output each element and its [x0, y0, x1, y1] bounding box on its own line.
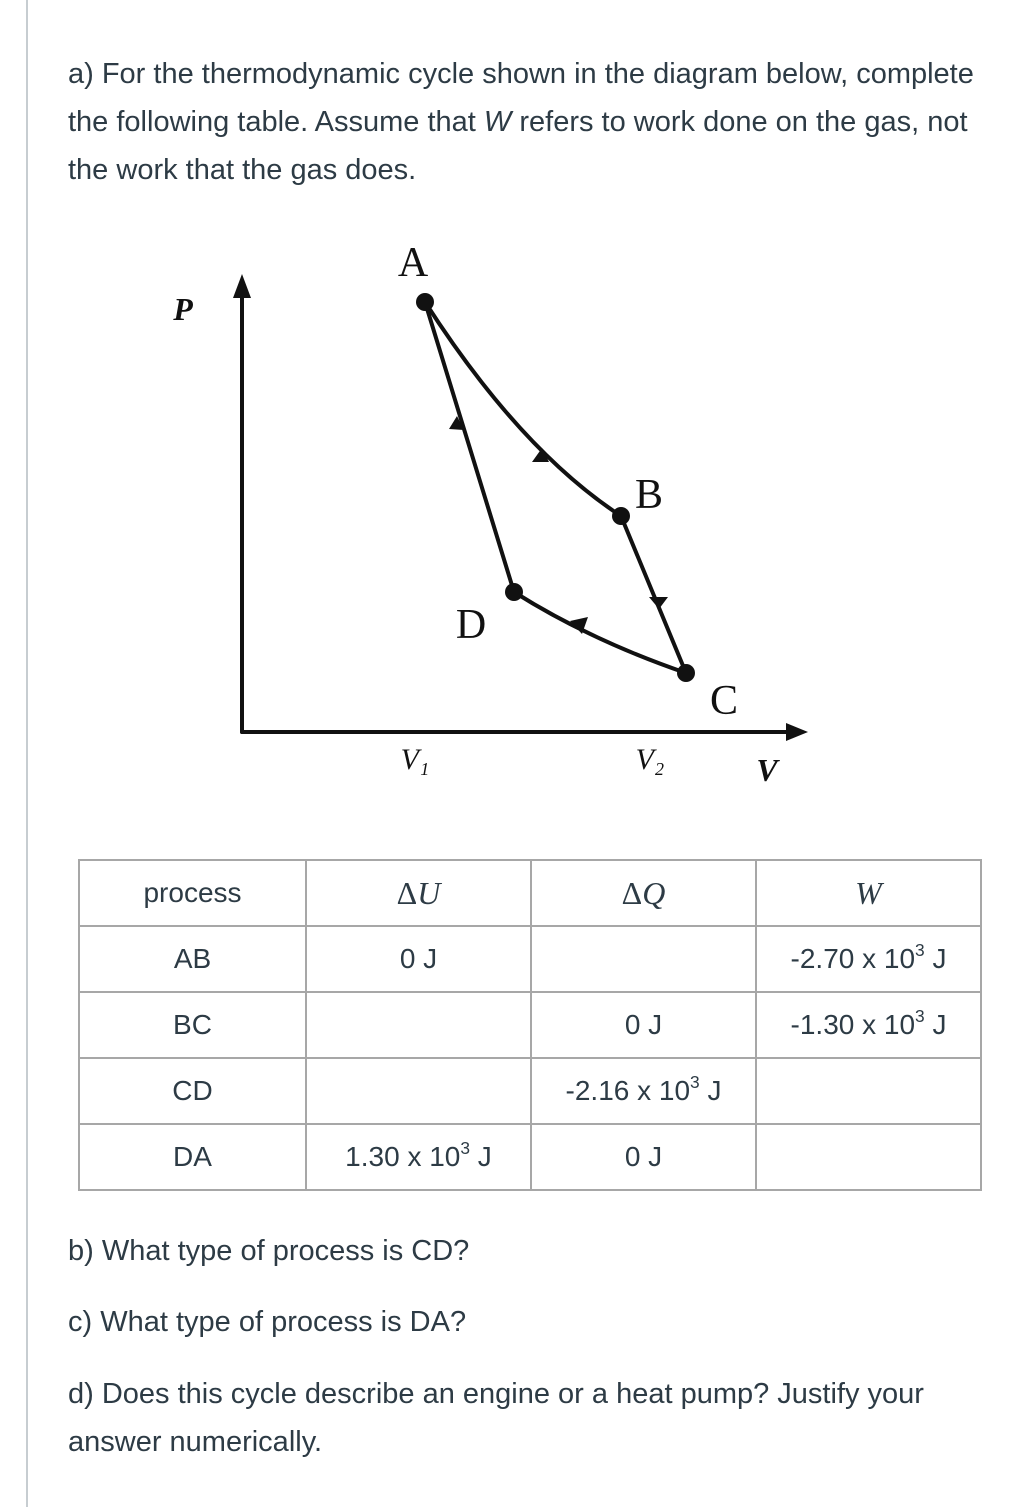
- table-row: [79, 1058, 981, 1124]
- cell-delta-q: 0 J: [531, 992, 756, 1058]
- path-bc: [621, 516, 686, 673]
- path-da: [425, 302, 514, 592]
- label-v2: V₂: [635, 743, 665, 776]
- cell-delta-q: 0 J: [531, 1124, 756, 1190]
- point-a-marker: [416, 293, 434, 311]
- cell-delta-q: [531, 926, 756, 992]
- label-p-axis: P: [173, 291, 193, 327]
- question-a-text: a) For the thermodynamic cycle shown in the diagram below, complete the following table. Assume that W refers to work done on the gas, not the work that the gas does.: [68, 58, 974, 186]
- cell-work: [756, 1058, 981, 1124]
- arrow-bc: [649, 597, 668, 609]
- cell-process: BC: [79, 992, 306, 1058]
- cell-work: -1.30 x $10^3$ J: [756, 992, 981, 1058]
- header-process: process: [79, 860, 306, 926]
- label-c: C: [709, 678, 739, 724]
- cell-work: [756, 1124, 981, 1190]
- cell-work: -2.70 x $10^3$ J: [756, 926, 981, 992]
- label-v-axis: V: [756, 752, 778, 788]
- label-a: A: [397, 240, 429, 286]
- question-c-text: c) What type of process is DA?: [68, 1306, 467, 1338]
- cell-process: AB: [79, 926, 306, 992]
- question-d-text: d) Does this cycle describe an engine or a heat pump? Justify your answer numerically.: [68, 1378, 924, 1458]
- cell-delta-q: -2.16 x $10^3$ J: [531, 1058, 756, 1124]
- table-row: [79, 926, 981, 992]
- cell-delta-u: 1.30 x $10^3$ J: [306, 1124, 531, 1190]
- cell-delta-u: 0 J: [306, 926, 531, 992]
- cell-delta-u: [306, 1058, 531, 1124]
- path-ab: [425, 302, 621, 516]
- cell-process: DA: [79, 1124, 306, 1190]
- header-work: W: [756, 860, 981, 926]
- table-header-row: [79, 860, 981, 926]
- cell-delta-u: [306, 992, 531, 1058]
- process-table: [78, 859, 982, 1191]
- point-d-marker: [505, 583, 523, 601]
- label-v1: V₁: [400, 743, 430, 776]
- cell-process: CD: [79, 1058, 306, 1124]
- label-b: B: [634, 472, 664, 518]
- v-axis-arrowhead: [786, 723, 808, 741]
- label-d: D: [455, 602, 487, 648]
- header-delta-u: ΔU: [306, 860, 531, 926]
- point-c-marker: [677, 664, 695, 682]
- header-delta-q: ΔQ: [531, 860, 756, 926]
- point-b-marker: [612, 507, 630, 525]
- p-axis-arrowhead: [233, 274, 251, 298]
- table-row: [79, 992, 981, 1058]
- question-b-text: b) What type of process is CD?: [68, 1235, 470, 1267]
- table-row: [79, 1124, 981, 1190]
